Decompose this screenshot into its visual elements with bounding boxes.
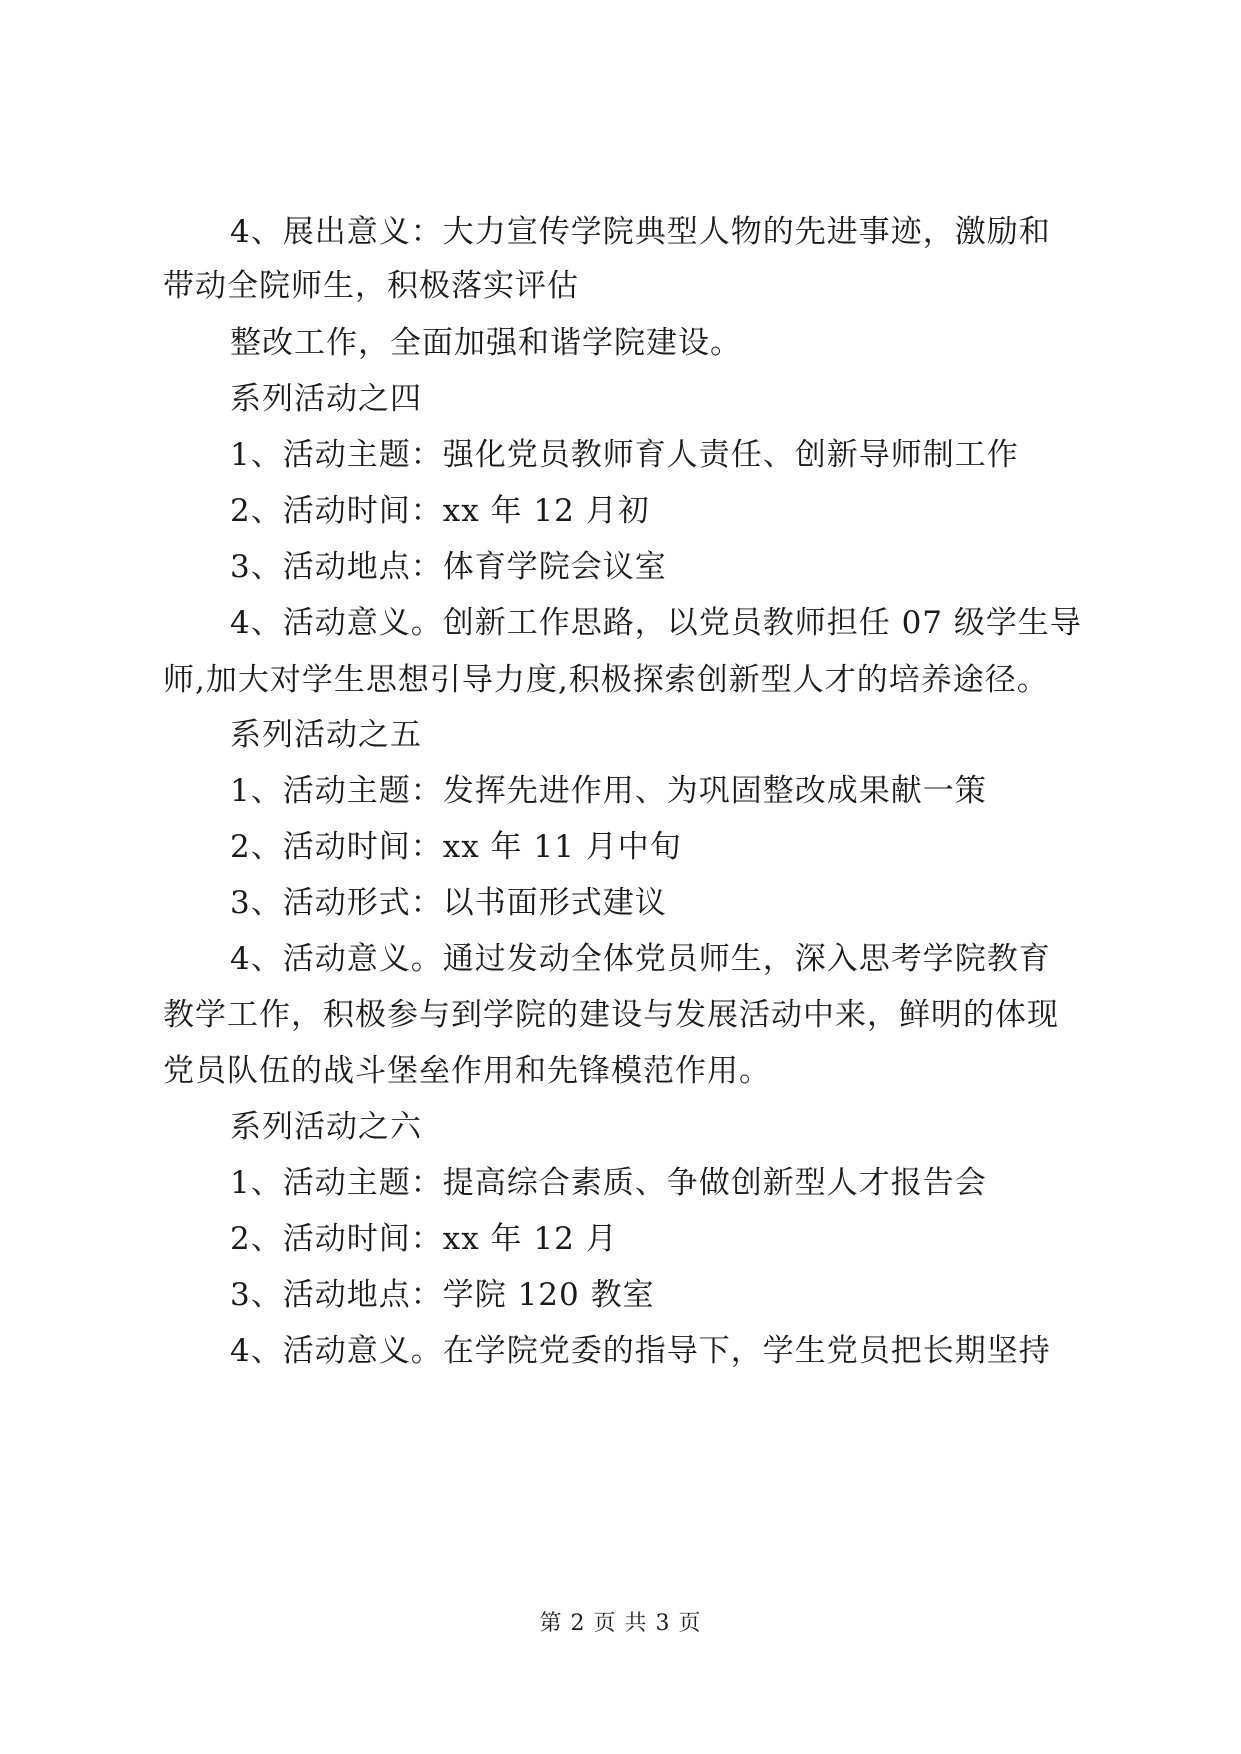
paragraph-line: 4、活动意义。创新工作思路，以党员教师担任 07 级学生导	[230, 605, 1082, 641]
paragraph-line: 2、活动时间：xx 年 12 月初	[230, 493, 650, 529]
paragraph-line: 整改工作，全面加强和谐学院建设。	[230, 325, 742, 361]
paragraph-line: 4、活动意义。在学院党委的指导下，学生党员把长期坚持	[230, 1333, 1051, 1369]
section-heading: 系列活动之六	[230, 1109, 422, 1145]
paragraph-line: 教学工作，积极参与到学院的建设与发展活动中来，鲜明的体现	[163, 997, 1059, 1033]
paragraph-line: 党员队伍的战斗堡垒作用和先锋模范作用。	[163, 1053, 771, 1089]
paragraph-line: 3、活动地点：学院 120 教室	[230, 1277, 655, 1313]
paragraph-line: 1、活动主题：提高综合素质、争做创新型人才报告会	[230, 1165, 987, 1201]
paragraph-line: 3、活动地点：体育学院会议室	[230, 549, 667, 585]
paragraph-line: 3、活动形式：以书面形式建议	[230, 885, 667, 921]
section-heading: 系列活动之五	[230, 717, 422, 753]
paragraph-line: 2、活动时间：xx 年 11 月中旬	[230, 829, 682, 865]
paragraph-line: 4、展出意义：大力宣传学院典型人物的先进事迹，激励和	[230, 214, 1051, 250]
paragraph-line: 2、活动时间：xx 年 12 月	[230, 1221, 618, 1257]
paragraph-line: 带动全院师生，积极落实评估	[163, 268, 579, 304]
page-footer: 第 2 页 共 3 页	[539, 1611, 702, 1636]
paragraph-line: 4、活动意义。通过发动全体党员师生，深入思考学院教育	[230, 941, 1051, 977]
paragraph-line: 师,加大对学生思想引导力度,积极探索创新型人才的培养途径。	[163, 662, 1049, 698]
paragraph-line: 1、活动主题：发挥先进作用、为巩固整改成果献一策	[230, 773, 987, 809]
paragraph-line: 1、活动主题：强化党员教师育人责任、创新导师制工作	[230, 437, 1019, 473]
section-heading: 系列活动之四	[230, 381, 422, 417]
